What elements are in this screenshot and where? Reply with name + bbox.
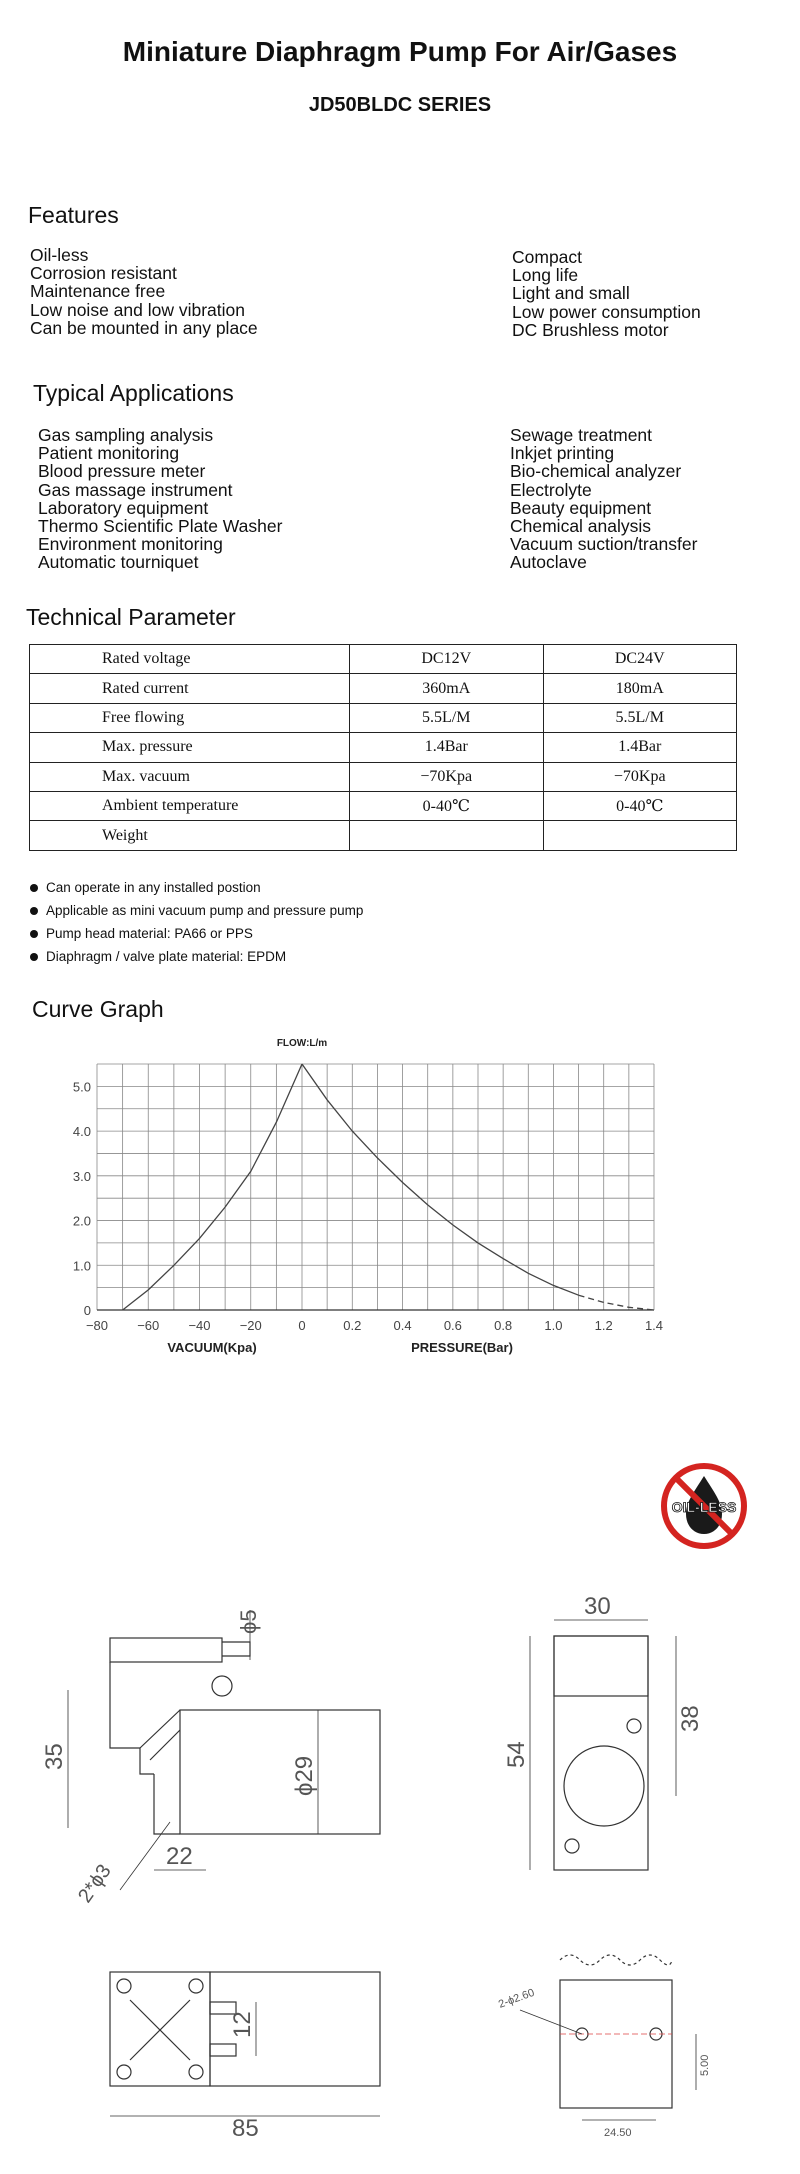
x-tick-label: 0 [298, 1318, 306, 1333]
list-item: Bio-chemical analyzer [510, 461, 682, 482]
chart-title: FLOW:L/m [276, 1038, 328, 1049]
x-tick-label: 0.2 [343, 1318, 362, 1333]
applications-heading: Typical Applications [33, 380, 234, 406]
note-item [30, 899, 363, 922]
screw-hole [565, 1839, 579, 1853]
front-outline [554, 1636, 648, 1870]
note-item [30, 922, 363, 945]
features-heading: Features [28, 202, 119, 228]
list-item: Thermo Scientific Plate Washer [38, 516, 283, 537]
dim-label: ϕ5 [236, 1609, 261, 1634]
row-label: Free flowing [30, 703, 350, 732]
motor-body [180, 1710, 380, 1834]
notes-list [30, 876, 363, 968]
note-item [30, 876, 363, 899]
x-tick-label: 1.4 [644, 1318, 664, 1333]
table-row [30, 733, 737, 762]
features-left-list [30, 246, 258, 337]
dim-label: 5.00 [699, 2054, 711, 2076]
row-label: Ambient temperature [30, 791, 350, 820]
document-title: Miniature Diaphragm Pump For Air/Gases [122, 36, 678, 67]
list-item: Laboratory equipment [38, 497, 209, 518]
dim-label: 2*ϕ3 [74, 1860, 116, 1907]
dim-label: 12 [229, 2011, 256, 2038]
list-item: Patient monitoring [38, 443, 180, 464]
list-item: Maintenance free [30, 281, 166, 302]
body-outline [110, 1662, 154, 1774]
bracket [154, 1774, 180, 1834]
list-item: Can be mounted in any place [30, 317, 258, 338]
flow-curve-chart [0, 1020, 800, 1440]
list-item: Environment monitoring [38, 534, 223, 555]
table-row [30, 674, 737, 703]
list-item: Gas sampling analysis [38, 425, 214, 445]
y-tick-label: 1.0 [72, 1258, 91, 1274]
bullet-icon [30, 907, 38, 915]
list-item: Compact [512, 247, 583, 267]
list-item: Low noise and low vibration [30, 299, 245, 320]
list-item: Beauty equipment [510, 497, 652, 518]
outlet-port [222, 1642, 250, 1656]
dim-leader-hole [120, 1822, 170, 1890]
y-tick-label: 0 [83, 1303, 91, 1318]
dc24-value: 0-40℃ [543, 791, 737, 820]
head-plate [110, 1972, 210, 2086]
row-label: Max. vacuum [30, 762, 350, 791]
dim-label: 30 [584, 1593, 611, 1620]
list-item: Chemical analysis [510, 516, 652, 537]
valve-channels [130, 2000, 190, 2060]
table-row [30, 703, 737, 732]
dim-leader-2-6 [520, 2010, 582, 2034]
pump-head-top [110, 1638, 222, 1662]
dc12-value: 1.4Bar [350, 733, 544, 762]
note-text: Applicable as mini vacuum pump and pressure pump [46, 903, 364, 918]
row-label: Rated voltage [30, 645, 350, 674]
note-text: Can operate in any installed postion [46, 880, 261, 895]
x-tick-label: −40 [188, 1318, 211, 1333]
dim-label: 85 [232, 2115, 259, 2142]
screw-hole [189, 2065, 203, 2079]
dc24-value: 5.5L/M [543, 703, 737, 732]
dc12-value: 360mA [350, 674, 544, 703]
dc24-value: DC24V [543, 645, 737, 674]
screw-hole [117, 2065, 131, 2079]
screw-hole [189, 1979, 203, 1993]
technical-heading: Technical Parameter [26, 604, 236, 630]
series-line-pressure [302, 1064, 579, 1295]
list-item: Autoclave [510, 552, 587, 573]
note-text: Pump head material: PA66 or PPS [46, 926, 253, 941]
list-item: Long life [512, 265, 579, 286]
note-item [30, 945, 363, 968]
table-row [30, 762, 737, 791]
front-head [554, 1636, 648, 1696]
dc24-value: 180mA [543, 674, 737, 703]
list-item: Vacuum suction/transfer [510, 534, 698, 555]
list-item: DC Brushless motor [512, 319, 669, 340]
list-item: Blood pressure meter [38, 461, 206, 482]
dim-label: 2-ϕ2.60 [496, 1986, 537, 2011]
y-tick-label: 5.0 [72, 1079, 91, 1095]
chart-series [123, 1064, 654, 1310]
chart-labels [73, 1038, 663, 1355]
dim-label: 35 [41, 1743, 68, 1770]
y-tick-label: 4.0 [72, 1124, 91, 1140]
dc24-value [543, 821, 737, 850]
list-item: Corrosion resistant [30, 263, 177, 284]
y-tick-label: 2.0 [72, 1213, 91, 1229]
y-tick-label: 3.0 [72, 1168, 91, 1184]
dc24-value: −70Kpa [543, 762, 737, 791]
pressure-axis-label: PRESSURE(Bar) [411, 1340, 513, 1355]
motor-face-circle [564, 1746, 644, 1826]
dim-label: ϕ29 [291, 1755, 318, 1796]
list-item: Automatic tourniquet [38, 552, 199, 573]
break-line [560, 1955, 672, 1965]
oil-less-badge [660, 1462, 748, 1550]
dc12-value: −70Kpa [350, 762, 544, 791]
x-tick-label: −20 [239, 1318, 262, 1333]
dim-label: 38 [677, 1705, 704, 1732]
x-tick-label: 1.2 [594, 1318, 613, 1333]
bottom-view [520, 1955, 696, 2120]
vacuum-axis-label: VACUUM(Kpa) [167, 1340, 257, 1355]
x-tick-label: 0.6 [443, 1318, 462, 1333]
parameter-table [29, 644, 737, 851]
note-text: Diaphragm / valve plate material: EPDM [46, 949, 287, 964]
list-item: Electrolyte [510, 479, 592, 500]
screw-hole [627, 1719, 641, 1733]
mount-plate [140, 1710, 180, 1760]
bullet-icon [30, 884, 38, 892]
list-item: Low power consumption [512, 301, 701, 322]
features-right-list [512, 248, 701, 339]
applications-right-list [510, 426, 697, 572]
list-item: Oil-less [30, 245, 89, 265]
side-view [68, 1610, 380, 1890]
bullet-icon [30, 953, 38, 961]
x-tick-label: 1.0 [544, 1318, 563, 1333]
dc12-value: DC12V [350, 645, 544, 674]
dc12-value: 0-40℃ [350, 791, 544, 820]
dc24-value: 1.4Bar [543, 733, 737, 762]
list-item: Gas massage instrument [38, 479, 233, 500]
table-row [30, 791, 737, 820]
table-row [30, 645, 737, 674]
x-tick-label: 0.4 [393, 1318, 412, 1333]
list-item: Sewage treatment [510, 425, 653, 445]
top-view [110, 1972, 380, 2116]
x-tick-label: −80 [85, 1318, 109, 1333]
x-tick-label: −60 [137, 1318, 160, 1333]
series-name: JD50BLDC SERIES [308, 94, 492, 116]
dc12-value: 5.5L/M [350, 703, 544, 732]
screw-hole [117, 1979, 131, 1993]
x-tick-label: 0.8 [494, 1318, 513, 1333]
front-view [530, 1620, 676, 1870]
dim-label: 22 [166, 1843, 193, 1870]
series-line-pressure-extrapolated [579, 1295, 654, 1310]
list-item: Light and small [512, 283, 630, 304]
list-item: Inkjet printing [510, 443, 615, 464]
mount-lug [212, 1676, 232, 1696]
row-label: Max. pressure [30, 733, 350, 762]
bottom-outline [560, 1980, 672, 2108]
table-row [30, 821, 737, 850]
port-bottom [210, 2044, 236, 2056]
row-label: Weight [30, 821, 350, 850]
dc12-value [350, 821, 544, 850]
row-label: Rated current [30, 674, 350, 703]
bullet-icon [30, 930, 38, 938]
curve-heading: Curve Graph [32, 996, 164, 1022]
dim-label: 24.50 [604, 2127, 632, 2139]
dim-label: 54 [503, 1741, 530, 1768]
badge-text: OIL-LESS [671, 1499, 737, 1515]
chart-grid [97, 1064, 654, 1310]
applications-left-list [38, 426, 282, 572]
dimension-drawings [0, 1560, 800, 2174]
series-line-vacuum [123, 1064, 302, 1310]
